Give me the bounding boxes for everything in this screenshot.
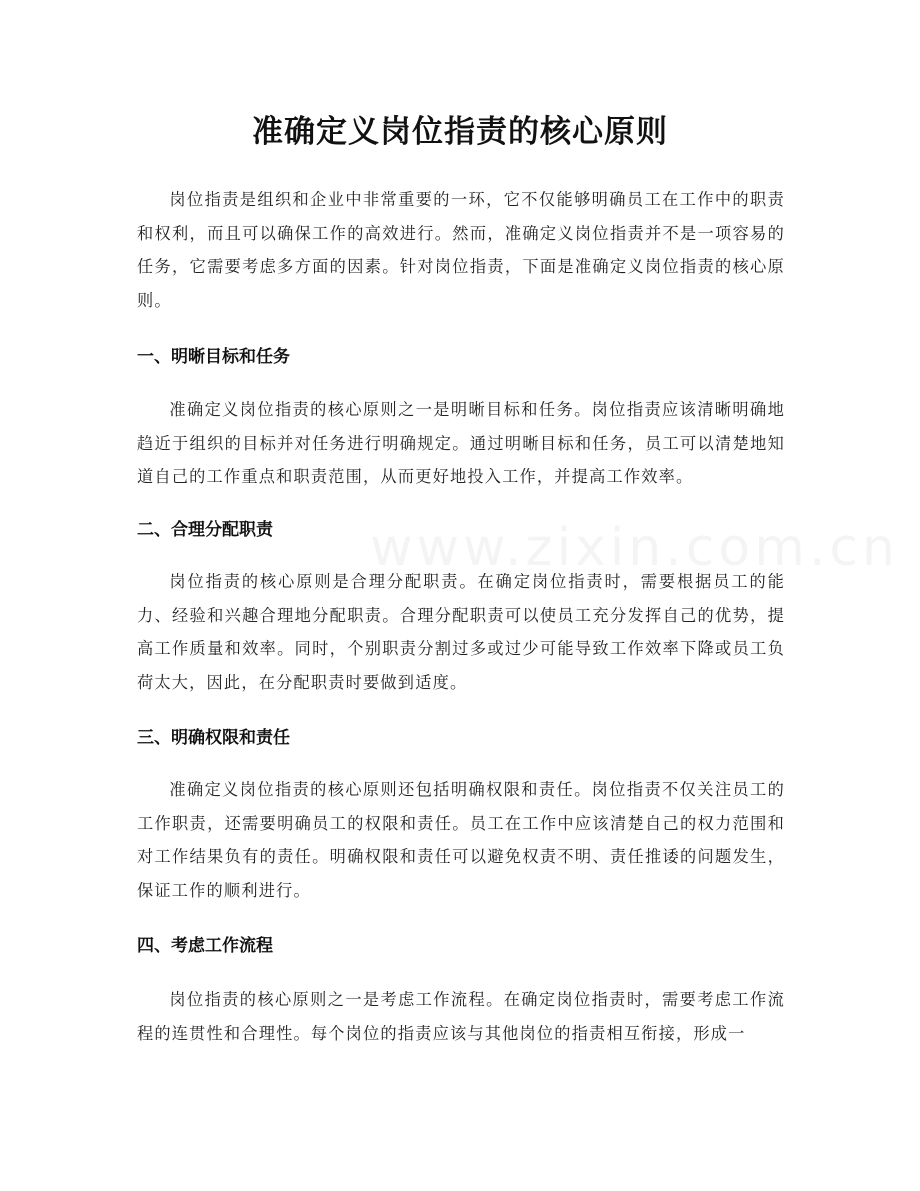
section-body-3: 准确定义岗位指责的核心原则还包括明确权限和责任。岗位指责不仅关注员工的工作职责，还需要明确员工的权限和责任。员工在工作中应该清楚自己的权力范围和对工作结果负有的责任。明确权限和责任可以避免权责不明、责任推诿的问题发生，保证工作的顺利进行。 xyxy=(137,780,785,900)
section-heading-1: 一、明晰目标和任务 xyxy=(137,347,290,367)
section-heading-4: 四、考虑工作流程 xyxy=(137,936,273,956)
section-body-4: 岗位指责的核心原则之一是考虑工作流程。在确定岗位指责时，需要考虑工作流程的连贯性和合理性。每个岗位的指责应该与其他岗位的指责相互衔接，形成一 xyxy=(137,990,785,1043)
section-heading-3: 三、明确权限和责任 xyxy=(137,728,290,748)
section-heading-2: 二、合理分配职责 xyxy=(137,520,273,540)
document-title: 准确定义岗位指责的核心原则 xyxy=(252,114,668,150)
section-body-1: 准确定义岗位指责的核心原则之一是明晰目标和任务。岗位指责应该清晰明确地趋近于组织的目标并对任务进行明确规定。通过明晰目标和任务，员工可以清楚地知道自己的工作重点和职责范围，从而更好地投入工作，并提高工作效率。 xyxy=(137,400,785,486)
section-body-2: 岗位指责的核心原则是合理分配职责。在确定岗位指责时，需要根据员工的能力、经验和兴趣合理地分配职责。合理分配职责可以使员工充分发挥自己的优势，提高工作质量和效率。同时，个别职责分割过多或过少可能导致工作效率下降或员工负荷太大，因此，在分配职责时要做到适度。 xyxy=(137,572,785,692)
intro-paragraph: 岗位指责是组织和企业中非常重要的一环，它不仅能够明确员工在工作中的职责和权利，而且可以确保工作的高效进行。然而，准确定义岗位指责并不是一项容易的任务，它需要考虑多方面的因素。针对岗位指责，下面是准确定义岗位指责的核心原则。 xyxy=(137,190,785,310)
